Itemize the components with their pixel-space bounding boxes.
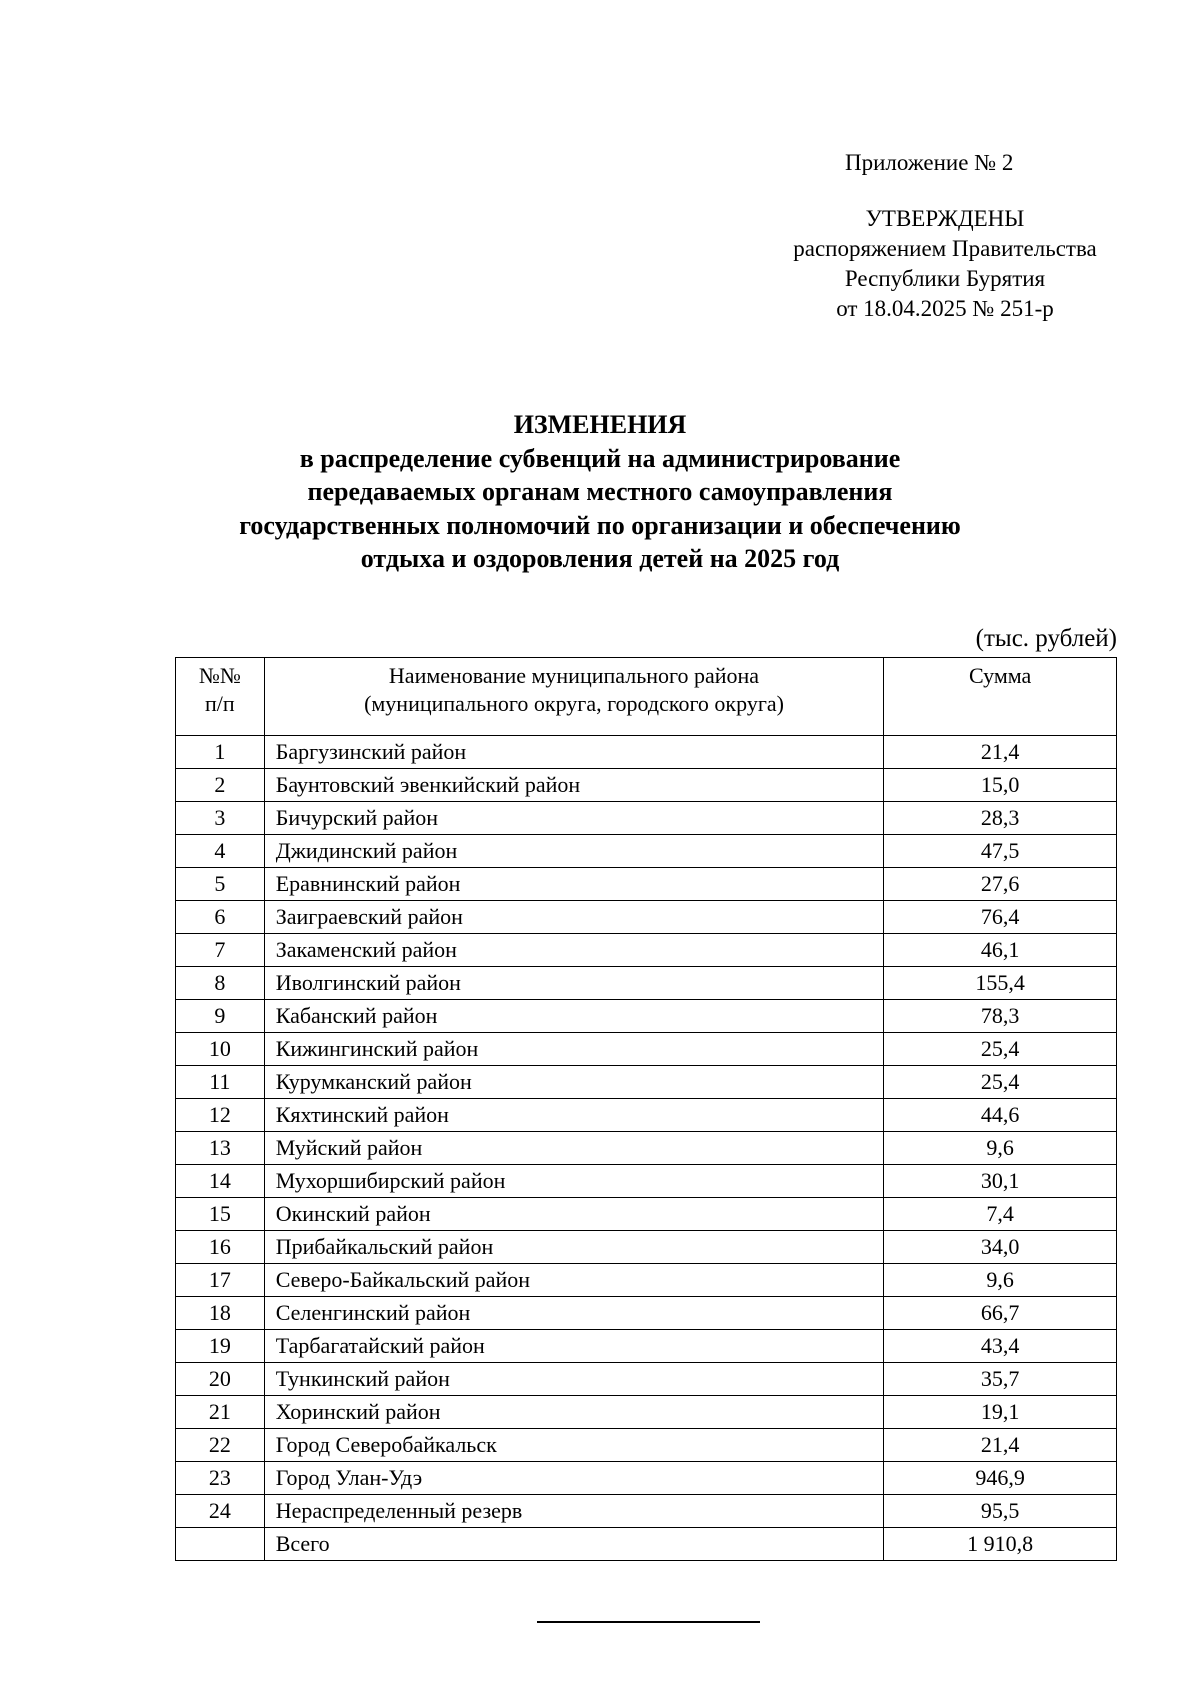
header-name-line: Наименование муниципального района: [388, 663, 760, 688]
row-number: 15: [176, 1198, 265, 1231]
table-row: [176, 1264, 1117, 1297]
row-sum: 25,4: [884, 1033, 1117, 1066]
table-row: [176, 1099, 1117, 1132]
header-name-line: (муниципального округа, городского округа): [364, 691, 784, 716]
row-sum: 21,4: [884, 1429, 1117, 1462]
table-header-row: [176, 658, 1117, 736]
row-name: Северо-Байкальский район: [264, 1264, 884, 1297]
row-number: 17: [176, 1264, 265, 1297]
row-name: Город Северобайкальск: [264, 1429, 884, 1462]
table-row: [176, 1066, 1117, 1099]
row-number: 22: [176, 1429, 265, 1462]
row-name: Окинский район: [264, 1198, 884, 1231]
row-name: Джидинский район: [264, 835, 884, 868]
title-line: ИЗМЕНЕНИЯ: [513, 410, 687, 439]
row-name: Заиграевский район: [264, 901, 884, 934]
row-number: 14: [176, 1165, 265, 1198]
units-label: (тыс. рублей): [975, 625, 1117, 652]
header-name: [264, 658, 884, 736]
row-number: 21: [176, 1396, 265, 1429]
title-line: отдыха и оздоровления детей на 2025 год: [360, 544, 840, 573]
table-row: [176, 1000, 1117, 1033]
table-row: [176, 967, 1117, 1000]
appendix-label: Приложение № 2: [845, 150, 1014, 175]
row-sum: 7,4: [884, 1198, 1117, 1231]
table-row: [176, 835, 1117, 868]
table-row: [176, 1231, 1117, 1264]
row-number: 6: [176, 901, 265, 934]
table-row: [176, 1165, 1117, 1198]
row-number: 3: [176, 802, 265, 835]
row-name: Кижингинский район: [264, 1033, 884, 1066]
table-row: [176, 1363, 1117, 1396]
row-name: Кабанский район: [264, 1000, 884, 1033]
row-number: 9: [176, 1000, 265, 1033]
row-number: 5: [176, 868, 265, 901]
table-row: [176, 1297, 1117, 1330]
table-row: [176, 901, 1117, 934]
row-sum: 44,6: [884, 1099, 1117, 1132]
table-row: [176, 1330, 1117, 1363]
table-row: [176, 769, 1117, 802]
approval-block: [760, 204, 1130, 324]
table-row: [176, 934, 1117, 967]
table-row: [176, 1462, 1117, 1495]
row-name: Город Улан-Удэ: [264, 1462, 884, 1495]
row-number: 16: [176, 1231, 265, 1264]
row-name: Мухоршибирский район: [264, 1165, 884, 1198]
title-line: государственных полномочий по организации и обеспечению: [239, 510, 961, 540]
row-sum: 30,1: [884, 1165, 1117, 1198]
table-row: [176, 1429, 1117, 1462]
table-row: [176, 736, 1117, 769]
header-number-line: №№: [198, 663, 241, 688]
header-sum: Сумма: [884, 658, 1117, 736]
row-sum: 35,7: [884, 1363, 1117, 1396]
row-name: Тарбагатайский район: [264, 1330, 884, 1363]
distribution-table: [175, 657, 1117, 1561]
total-row: [176, 1528, 1117, 1561]
approval-line: Республики Бурятия: [844, 266, 1046, 291]
row-number: 13: [176, 1132, 265, 1165]
row-name: Хоринский район: [264, 1396, 884, 1429]
row-name: Нераспределенный резерв: [264, 1495, 884, 1528]
row-number: 8: [176, 967, 265, 1000]
row-name: Бичурский район: [264, 802, 884, 835]
row-sum: 76,4: [884, 901, 1117, 934]
header-number-line: п/п: [205, 691, 235, 716]
footer-divider: [537, 1621, 760, 1623]
document-title: [150, 408, 1050, 576]
table-body: [176, 736, 1117, 1561]
row-name: Еравнинский район: [264, 868, 884, 901]
row-number: 12: [176, 1099, 265, 1132]
row-name: Прибайкальский район: [264, 1231, 884, 1264]
row-sum: 34,0: [884, 1231, 1117, 1264]
row-sum: 946,9: [884, 1462, 1117, 1495]
row-name: Курумканский район: [264, 1066, 884, 1099]
row-number: 4: [176, 835, 265, 868]
row-sum: 28,3: [884, 802, 1117, 835]
row-name: Селенгинский район: [264, 1297, 884, 1330]
row-sum: 155,4: [884, 967, 1117, 1000]
row-sum: 25,4: [884, 1066, 1117, 1099]
row-sum: 27,6: [884, 868, 1117, 901]
table-row: [176, 1396, 1117, 1429]
row-number: 23: [176, 1462, 265, 1495]
row-name: Тункинский район: [264, 1363, 884, 1396]
row-sum: 66,7: [884, 1297, 1117, 1330]
table-row: [176, 802, 1117, 835]
row-sum: 21,4: [884, 736, 1117, 769]
row-sum: 9,6: [884, 1264, 1117, 1297]
row-number: 1: [176, 736, 265, 769]
header-number: [176, 658, 265, 736]
row-name: Кяхтинский район: [264, 1099, 884, 1132]
approval-line: от 18.04.2025 № 251-р: [836, 296, 1054, 321]
row-number: 11: [176, 1066, 265, 1099]
row-name: Иволгинский район: [264, 967, 884, 1000]
row-number: 2: [176, 769, 265, 802]
row-sum: 1 910,8: [884, 1528, 1117, 1561]
row-name: Баргузинский район: [264, 736, 884, 769]
row-sum: 46,1: [884, 934, 1117, 967]
row-sum: 19,1: [884, 1396, 1117, 1429]
row-number: 18: [176, 1297, 265, 1330]
table-row: [176, 1132, 1117, 1165]
row-number: [176, 1528, 265, 1561]
row-sum: 43,4: [884, 1330, 1117, 1363]
row-name: Муйский район: [264, 1132, 884, 1165]
row-number: 19: [176, 1330, 265, 1363]
row-sum: 95,5: [884, 1495, 1117, 1528]
row-name: Закаменский район: [264, 934, 884, 967]
approval-line: УТВЕРЖДЕНЫ: [865, 206, 1025, 231]
row-sum: 9,6: [884, 1132, 1117, 1165]
row-name: Всего: [264, 1528, 884, 1561]
row-sum: 15,0: [884, 769, 1117, 802]
approval-line: распоряжением Правительства: [793, 236, 1097, 261]
row-number: 10: [176, 1033, 265, 1066]
title-line: в распределение субвенций на администрирование: [299, 443, 901, 473]
row-sum: 47,5: [884, 835, 1117, 868]
row-name: Баунтовский эвенкийский район: [264, 769, 884, 802]
row-number: 24: [176, 1495, 265, 1528]
table-row: [176, 868, 1117, 901]
row-sum: 78,3: [884, 1000, 1117, 1033]
title-line: передаваемых органам местного самоуправления: [307, 477, 893, 506]
table-row: [176, 1495, 1117, 1528]
row-number: 7: [176, 934, 265, 967]
row-number: 20: [176, 1363, 265, 1396]
table-row: [176, 1198, 1117, 1231]
table-row: [176, 1033, 1117, 1066]
